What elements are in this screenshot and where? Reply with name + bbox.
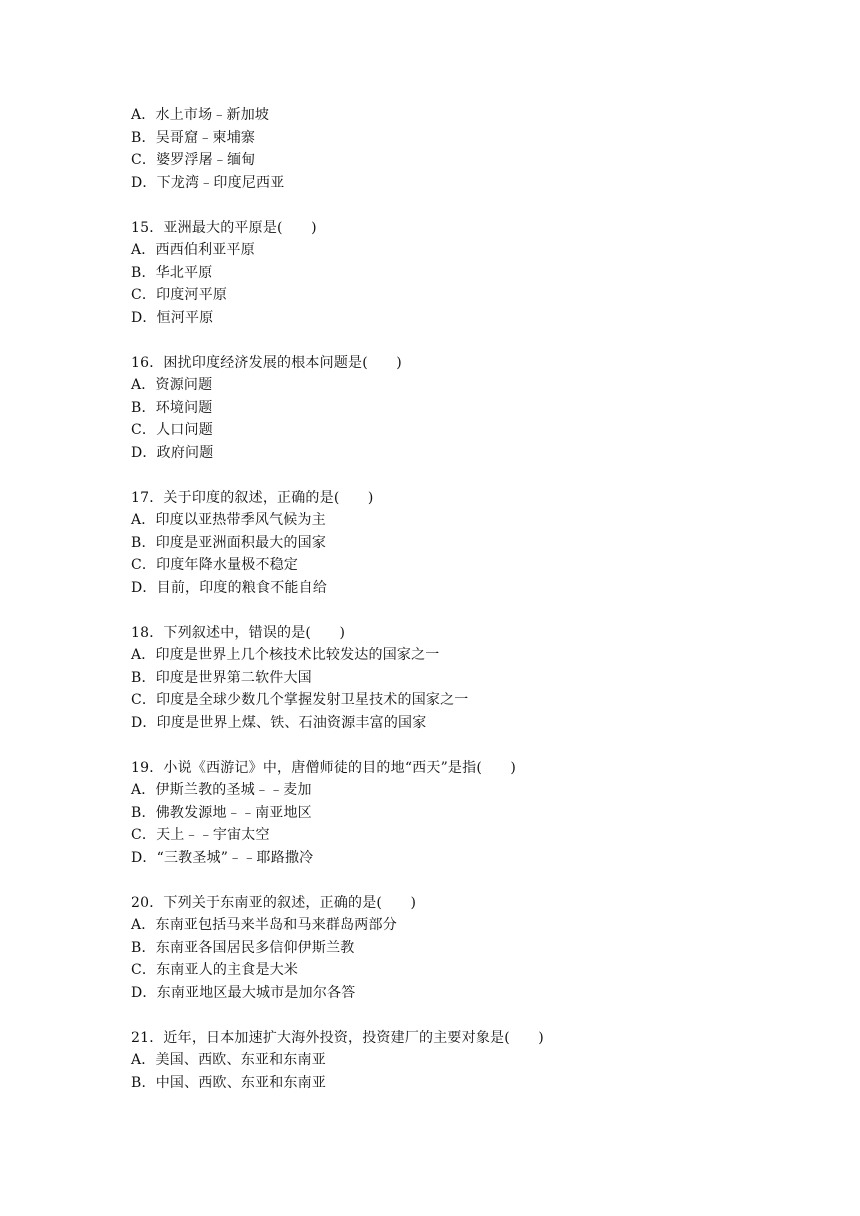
- option-d: D．恒河平原: [131, 309, 214, 326]
- option-b: B．东南亚各国居民多信仰伊斯兰教: [131, 939, 355, 956]
- option-a: A．西西伯利亚平原: [131, 242, 255, 258]
- option-c: C．人口问题: [131, 422, 213, 438]
- question-15: [131, 217, 811, 330]
- spacer: [131, 1004, 811, 1027]
- question-16: [131, 352, 811, 465]
- option-b: B．华北平原: [131, 264, 213, 281]
- question-list: [131, 104, 811, 1094]
- option-a: A．印度是世界上几个核技术比较发达的国家之一: [131, 647, 440, 663]
- option-b: B．佛教发源地﹣﹣南亚地区: [131, 804, 312, 821]
- question-stem: 18．下列叙述中，错误的是( ): [131, 624, 346, 641]
- option-c: C．印度年降水量极不稳定: [131, 557, 299, 573]
- option-d: D．东南亚地区最大城市是加尔各答: [131, 984, 356, 1001]
- option-b: B．印度是亚洲面积最大的国家: [131, 534, 327, 551]
- question-stem: 21．近年，日本加速扩大海外投资，投资建厂的主要对象是( ): [131, 1029, 544, 1046]
- question-stem: 15．亚洲最大的平原是( ): [131, 219, 317, 236]
- option-b: B．环境问题: [131, 399, 213, 416]
- option-c: C．东南亚人的主食是大米: [131, 962, 299, 978]
- question-18: [131, 622, 811, 735]
- option-a: A．资源问题: [131, 377, 213, 393]
- option-c: C．天上﹣﹣宇宙太空: [131, 827, 270, 843]
- question-17: [131, 487, 811, 600]
- option-a: A．伊斯兰教的圣城﹣﹣麦加: [131, 782, 312, 798]
- option-a: A．美国、西欧、东亚和东南亚: [131, 1052, 326, 1068]
- option-a: A．印度以亚热带季风气候为主: [131, 512, 326, 528]
- question-19: [131, 757, 811, 870]
- option-d: D．目前，印度的粮食不能自给: [131, 579, 328, 596]
- question-20: [131, 892, 811, 1005]
- option-a: A．水上市场﹣新加坡: [131, 107, 270, 123]
- question-stem: 16．困扰印度经济发展的根本问题是( ): [131, 354, 402, 371]
- spacer: [131, 734, 811, 757]
- option-c: C．婆罗浮屠﹣缅甸: [131, 152, 256, 168]
- option-a: A．东南亚包括马来半岛和马来群岛两部分: [131, 917, 397, 933]
- question-stem: 19．小说《西游记》中，唐僧师徒的目的地“西天”是指( ): [131, 759, 517, 776]
- option-b: B．中国、西欧、东亚和东南亚: [131, 1074, 327, 1091]
- spacer: [131, 194, 811, 217]
- option-c: C．印度是全球少数几个掌握发射卫星技术的国家之一: [131, 692, 469, 708]
- question-stem: 20．下列关于东南亚的叙述，正确的是( ): [131, 894, 417, 911]
- question-21: [131, 1027, 811, 1095]
- option-d: D．印度是世界上煤、铁、石油资源丰富的国家: [131, 714, 427, 731]
- question-stem: 17．关于印度的叙述，正确的是( ): [131, 489, 374, 506]
- option-c: C．印度河平原: [131, 287, 228, 303]
- spacer: [131, 329, 811, 352]
- spacer: [131, 599, 811, 622]
- option-d: D．“三教圣城”﹣﹣耶路撒冷: [131, 849, 314, 866]
- option-d: D．下龙湾﹣印度尼西亚: [131, 174, 285, 191]
- continued-question-options: [131, 104, 811, 194]
- option-d: D．政府问题: [131, 444, 214, 461]
- spacer: [131, 869, 811, 892]
- option-b: B．吴哥窟﹣柬埔寨: [131, 129, 256, 146]
- spacer: [131, 464, 811, 487]
- option-b: B．印度是世界第二软件大国: [131, 669, 312, 686]
